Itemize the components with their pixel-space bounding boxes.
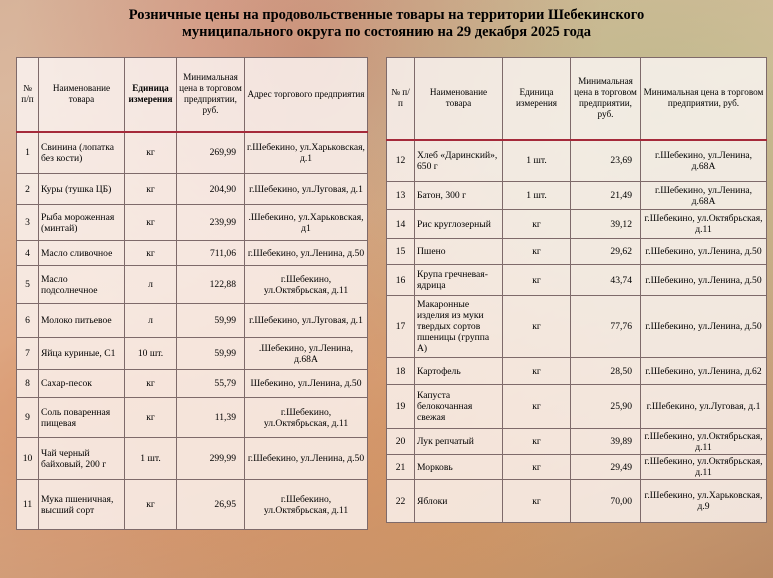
cell-price: 39,89 <box>571 429 641 455</box>
cell-address: г.Шебекино, ул.Октябрьская, д.11 <box>641 210 767 239</box>
cell-num: 2 <box>17 174 39 205</box>
cell-address: г.Шебекино, ул.Ленина, д.62 <box>641 358 767 385</box>
cell-num: 14 <box>387 210 415 239</box>
cell-address: г.Шебекино, ул.Ленина, д.50 <box>641 296 767 358</box>
header-address: Адрес торгового предприятия <box>245 58 368 132</box>
cell-num: 17 <box>387 296 415 358</box>
cell-address: Шебекино, ул.Ленина, д.50 <box>245 370 368 398</box>
cell-price: 26,95 <box>177 480 245 530</box>
cell-num: 19 <box>387 385 415 429</box>
cell-unit: кг <box>503 265 571 296</box>
cell-name: Яйца куриные, С1 <box>39 338 125 370</box>
cell-price: 23,69 <box>571 140 641 182</box>
cell-num: 9 <box>17 398 39 438</box>
cell-address: г.Шебекино, ул.Октябрьская, д.11 <box>245 480 368 530</box>
cell-name: Масло подсолнечное <box>39 266 125 304</box>
page-title-line1: Розничные цены на продовольственные товары на территории Шебекинского <box>128 7 645 23</box>
cell-price: 25,90 <box>571 385 641 429</box>
cell-price: 29,49 <box>571 455 641 480</box>
cell-address: г.Шебекино, ул.Луговая, д.1 <box>245 304 368 338</box>
table-row <box>387 358 767 385</box>
cell-price: 43,74 <box>571 265 641 296</box>
table-row <box>17 398 368 438</box>
table-row <box>387 265 767 296</box>
cell-address: г.Шебекино, ул.Харьковская, д.9 <box>641 480 767 523</box>
cell-name: Масло сливочное <box>39 241 125 266</box>
cell-name: Морковь <box>415 455 503 480</box>
cell-name: Картофель <box>415 358 503 385</box>
table-row <box>387 385 767 429</box>
cell-price: 39,12 <box>571 210 641 239</box>
cell-num: 3 <box>17 205 39 241</box>
cell-unit: 1 шт. <box>503 182 571 210</box>
cell-price: 11,39 <box>177 398 245 438</box>
cell-num: 6 <box>17 304 39 338</box>
table-row <box>387 296 767 358</box>
cell-num: 4 <box>17 241 39 266</box>
cell-num: 22 <box>387 480 415 523</box>
header-num: № п/п <box>387 58 415 140</box>
cell-name: Мука пшеничная, высший сорт <box>39 480 125 530</box>
table-row <box>387 455 767 480</box>
cell-num: 12 <box>387 140 415 182</box>
cell-unit: л <box>125 304 177 338</box>
page-title <box>0 7 773 41</box>
cell-name: Макаронные изделия из муки твердых сортов пшеницы (группа А) <box>415 296 503 358</box>
cell-price: 21,49 <box>571 182 641 210</box>
cell-price: 269,99 <box>177 132 245 174</box>
page-title-line2: муниципального округа по состоянию на 29 декабря 2025 года <box>181 24 592 40</box>
table-row <box>17 338 368 370</box>
cell-address: г.Шебекино, ул.Октябрьская, д.11 <box>641 429 767 455</box>
cell-unit: кг <box>503 429 571 455</box>
cell-address: г.Шебекино, ул.Ленина, д.50 <box>245 241 368 266</box>
cell-unit: кг <box>503 480 571 523</box>
cell-num: 7 <box>17 338 39 370</box>
table-row <box>17 132 368 174</box>
cell-num: 15 <box>387 239 415 265</box>
cell-address: г.Шебекино, ул.Октябрьская, д.11 <box>641 455 767 480</box>
cell-unit: 1 шт. <box>125 438 177 480</box>
cell-num: 10 <box>17 438 39 480</box>
cell-name: Куры (тушка ЦБ) <box>39 174 125 205</box>
header-price: Минимальная цена в торговом предприятии, руб. <box>571 58 641 140</box>
cell-num: 16 <box>387 265 415 296</box>
table-row <box>17 266 368 304</box>
cell-num: 1 <box>17 132 39 174</box>
table-row <box>17 205 368 241</box>
header-name: Наименование товара <box>415 58 503 140</box>
price-table-left-body <box>17 132 368 530</box>
cell-address: .Шебекино, ул.Харьковская, д1 <box>245 205 368 241</box>
cell-unit: кг <box>503 210 571 239</box>
cell-unit: кг <box>125 132 177 174</box>
header-unit: Единица измерения <box>503 58 571 140</box>
cell-address: г.Шебекино, ул.Ленина, д.50 <box>641 265 767 296</box>
cell-address: г.Шебекино, ул.Луговая, д.1 <box>245 174 368 205</box>
cell-unit: кг <box>125 480 177 530</box>
cell-name: Рис круглозерный <box>415 210 503 239</box>
cell-price: 55,79 <box>177 370 245 398</box>
cell-unit: кг <box>125 370 177 398</box>
cell-price: 29,62 <box>571 239 641 265</box>
cell-price: 299,99 <box>177 438 245 480</box>
table-row <box>387 239 767 265</box>
table-row <box>17 241 368 266</box>
cell-num: 13 <box>387 182 415 210</box>
cell-price: 28,50 <box>571 358 641 385</box>
cell-unit: л <box>125 266 177 304</box>
cell-address: г.Шебекино, ул.Луговая, д.1 <box>641 385 767 429</box>
cell-price: 59,99 <box>177 338 245 370</box>
cell-price: 239,99 <box>177 205 245 241</box>
cell-name: Пшено <box>415 239 503 265</box>
cell-price: 204,90 <box>177 174 245 205</box>
cell-num: 11 <box>17 480 39 530</box>
cell-unit: кг <box>125 174 177 205</box>
cell-name: Батон, 300 г <box>415 182 503 210</box>
table-row <box>17 438 368 480</box>
header-price: Минимальная цена в торговом предприятии, руб. <box>177 58 245 132</box>
cell-unit: кг <box>503 296 571 358</box>
cell-unit: кг <box>125 205 177 241</box>
table-row <box>387 429 767 455</box>
cell-address: г.Шебекино, ул.Ленина, д.50 <box>641 239 767 265</box>
cell-unit: кг <box>503 455 571 480</box>
table-row <box>17 370 368 398</box>
cell-address: г.Шебекино, ул.Харьковская, д.1 <box>245 132 368 174</box>
price-table-right <box>386 57 767 523</box>
cell-address: г.Шебекино, ул.Октябрьская, д.11 <box>245 266 368 304</box>
cell-unit: кг <box>503 239 571 265</box>
cell-name: Сахар-песок <box>39 370 125 398</box>
table-row <box>17 480 368 530</box>
cell-price: 70,00 <box>571 480 641 523</box>
cell-price: 59,99 <box>177 304 245 338</box>
cell-price: 122,88 <box>177 266 245 304</box>
header-address: Минимальная цена в торговом предприятии, руб. <box>641 58 767 140</box>
cell-name: Лук репчатый <box>415 429 503 455</box>
price-table-left <box>16 57 368 530</box>
cell-name: Молоко питьевое <box>39 304 125 338</box>
header-name: Наименование товара <box>39 58 125 132</box>
cell-name: Свинина (лопатка без кости) <box>39 132 125 174</box>
table-row <box>17 174 368 205</box>
cell-num: 21 <box>387 455 415 480</box>
table-row <box>387 140 767 182</box>
cell-unit: 1 шт. <box>503 140 571 182</box>
cell-num: 20 <box>387 429 415 455</box>
cell-address: .Шебекино, ул.Ленина, д.68А <box>245 338 368 370</box>
cell-name: Яблоки <box>415 480 503 523</box>
cell-name: Соль поваренная пищевая <box>39 398 125 438</box>
header-num: № п/п <box>17 58 39 132</box>
cell-address: г.Шебекино, ул.Ленина, д.68А <box>641 182 767 210</box>
cell-num: 18 <box>387 358 415 385</box>
cell-unit: кг <box>503 358 571 385</box>
cell-address: г.Шебекино, ул.Ленина, д.50 <box>245 438 368 480</box>
table-row <box>17 304 368 338</box>
cell-num: 5 <box>17 266 39 304</box>
cell-name: Хлеб «Даринский», 650 г <box>415 140 503 182</box>
cell-name: Рыба мороженная (минтай) <box>39 205 125 241</box>
cell-unit: 10 шт. <box>125 338 177 370</box>
cell-price: 711,06 <box>177 241 245 266</box>
table-row <box>387 182 767 210</box>
cell-price: 77,76 <box>571 296 641 358</box>
cell-address: г.Шебекино, ул.Октябрьская, д.11 <box>245 398 368 438</box>
cell-name: Чай черный байховый, 200 г <box>39 438 125 480</box>
cell-unit: кг <box>503 385 571 429</box>
header-unit: Единица измерения <box>125 58 177 132</box>
cell-num: 8 <box>17 370 39 398</box>
cell-unit: кг <box>125 241 177 266</box>
table-row <box>387 210 767 239</box>
price-table-right-body <box>387 140 767 523</box>
cell-unit: кг <box>125 398 177 438</box>
cell-address: г.Шебекино, ул.Ленина, д.68А <box>641 140 767 182</box>
table-row <box>387 480 767 523</box>
cell-name: Капуста белокочанная свежая <box>415 385 503 429</box>
cell-name: Крупа гречневая-ядрица <box>415 265 503 296</box>
